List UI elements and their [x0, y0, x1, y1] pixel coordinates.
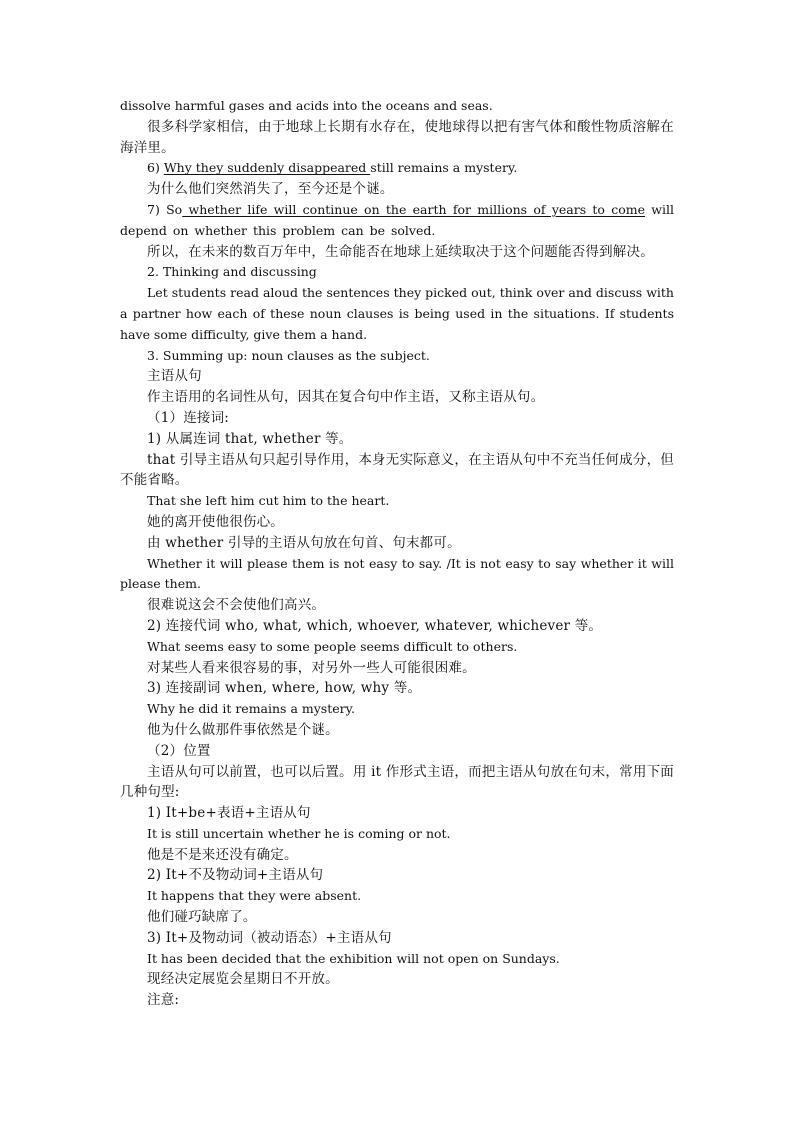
text-line: 她的离开使他很伤心。 [147, 513, 284, 530]
example-sentence: 6) Why they suddenly disappeared still remains a mystery. [147, 160, 518, 176]
underlined-clause: Why they suddenly disappeared [163, 160, 371, 176]
example-sentence: It happens that they were absent. [147, 888, 362, 904]
text-line: 他们碰巧缺席了。 [147, 909, 257, 926]
text-line: 作主语用的名词性从句，因其在复合句中作主语，又称主语从句。 [147, 389, 545, 406]
pattern-heading: 1) It+be+表语+主语从句 [147, 805, 311, 822]
example-sentence: 7) So whether life will continue on the earth for millions of years to come will depend on whether this problem can be solved. [120, 201, 674, 238]
text-line: 现经决定展览会星期日不开放。 [147, 971, 339, 988]
text-line: 他是不是来还没有确定。 [147, 846, 298, 863]
text-line: 所以，在未来的数百万年中，生命能否在地球上延续取决于这个问题能否得到解决。 [147, 243, 654, 260]
subsection-heading: （2）位置 [147, 742, 211, 759]
text-line: dissolve harmful gases and acids into the oceans and seas. [120, 98, 493, 113]
text-line: that 引导主语从句只起引导作用，本身无实际意义，在主语从句中不充当任何成分，但不能省略。 [120, 451, 674, 489]
example-sentence: Whether it will please them is not easy to say. /It is not easy to say whether it will please them. [120, 555, 674, 592]
text-line: 很多科学家相信，由于地球上长期有水存在，使地球得以把有害气体和酸性物质溶解在海洋里。 [120, 118, 674, 156]
text-line: 对某些人看来很容易的事，对另外一些人可能很困难。 [147, 659, 476, 676]
example-sentence: It has been decided that the exhibition will not open on Sundays. [147, 950, 560, 966]
note-heading: 注意: [147, 992, 180, 1009]
text-line: 主语从句可以前置，也可以后置。用 it 作形式主语，而把主语从句放在句末，常用下面几种句型: [120, 763, 674, 801]
text-line: 很难说这会不会使他们高兴。 [147, 597, 326, 614]
topic-heading: 主语从句 [147, 368, 202, 385]
text-line: 他为什么做那件事依然是个谜。 [147, 721, 339, 738]
underlined-clause: whether life will continue on the earth for millions of years to come [182, 201, 646, 217]
pattern-heading: 2) It+不及物动词+主语从句 [147, 867, 324, 884]
subsection-heading: （1）连接词: [147, 409, 230, 426]
text-line: 2) 连接代词 who, what, which, whoever, whatever, whichever 等。 [147, 617, 603, 634]
example-sentence: It is still uncertain whether he is coming or not. [147, 825, 451, 841]
example-sentence: What seems easy to some people seems difficult to others. [147, 638, 518, 654]
text-line: Let students read aloud the sentences they picked out, think over and discuss with a partner how each of these noun clauses is being used in the situations. If students have some difficulty, give them a hand. [120, 285, 674, 342]
example-sentence: That she left him cut him to the heart. [147, 493, 390, 509]
section-heading: 3. Summing up: noun clauses as the subject. [147, 347, 430, 363]
text-line: 由 whether 引导的主语从句放在句首、句末都可。 [147, 534, 461, 551]
pattern-heading: 3) It+及物动词（被动语态）+主语从句 [147, 929, 392, 946]
example-sentence: Why he did it remains a mystery. [147, 701, 355, 717]
section-heading: 2. Thinking and discussing [147, 264, 317, 280]
text-line: 为什么他们突然消失了，至今还是个谜。 [147, 181, 394, 198]
document-page [120, 96, 674, 1011]
text-line: 1) 从属连词 that, whether 等。 [147, 430, 353, 447]
text-line: 3) 连接副词 when, where, how, why 等。 [147, 680, 422, 697]
